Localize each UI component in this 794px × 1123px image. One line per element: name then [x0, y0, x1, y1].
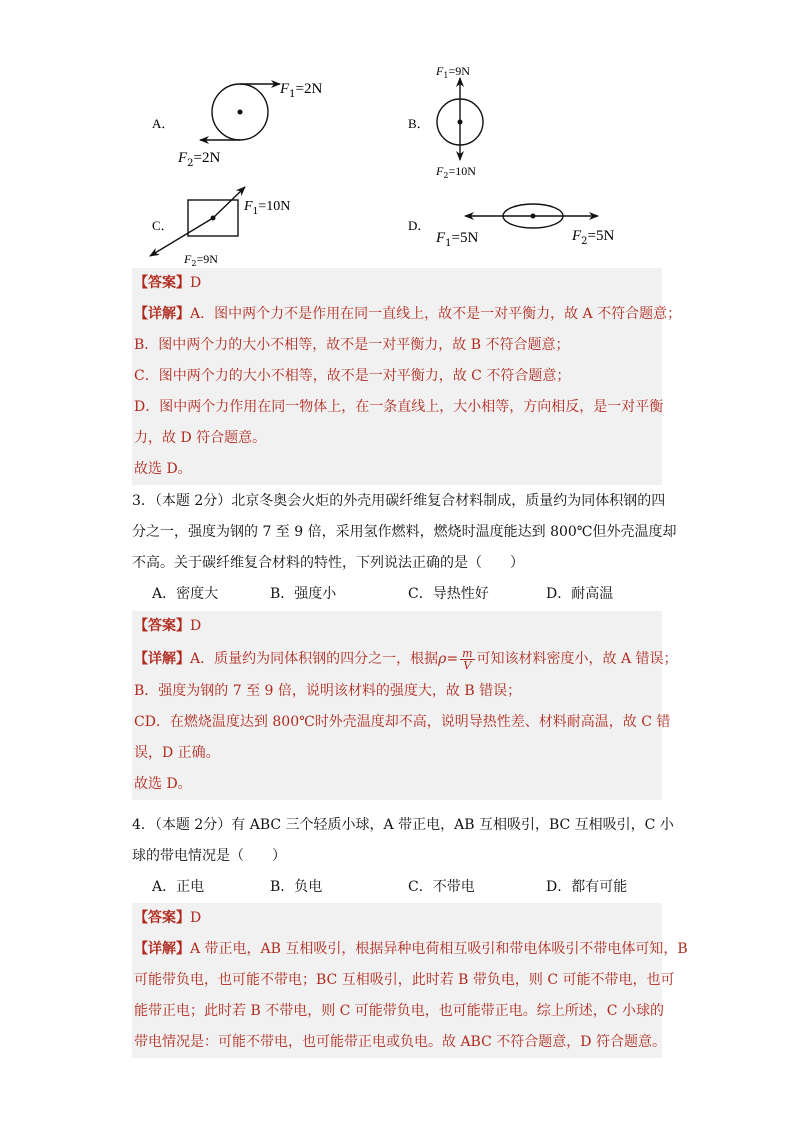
q2-detail-text: A．图中两个力不是作用在同一直线上，故不是一对平衡力，故 A 不符合题意； [190, 306, 682, 322]
q2-detail-line-4: 力，故 D 符合题意。 [134, 430, 267, 446]
q3-answer-line [132, 611, 662, 642]
q4-answer-tag: 【答案】 [134, 910, 190, 926]
force-diagrams-svg [140, 60, 660, 270]
q2-detail-tag: 【详解】 [134, 306, 190, 322]
q4-choice-d: D．都有可能 [546, 879, 628, 895]
diagram-c [150, 187, 290, 268]
diagram-d-label: D． [408, 218, 431, 233]
q3-choice-d: D．耐高温 [546, 586, 614, 602]
q3-answer: D [190, 618, 202, 634]
q3-formula-num: m [462, 646, 473, 660]
q3-stem [132, 486, 677, 610]
diagram-d-f2-text: $F_2=5N$ [572, 228, 615, 247]
diagram-c-f1-arrow [213, 187, 245, 218]
diagram-b-label: B． [408, 116, 430, 131]
q3-stem-line-1: 分之一，强度为钢的 7 至 9 倍，采用氢作燃料，燃烧时温度能达到 800℃但外壳温度却 [132, 524, 677, 540]
diagram-a-f2-text: $F_2=2N$ [178, 150, 221, 169]
q3-detail-line-4: 故选 D。 [134, 776, 192, 792]
q3-formula-eq: = [446, 651, 459, 667]
q2-answer-block [132, 268, 682, 485]
q3-formula-rho: ρ [438, 651, 447, 667]
diagram-a-label: A． [152, 116, 175, 131]
q3-detail-line-2: CD．在燃烧温度达到 800℃时外壳温度却不高，说明导热性差、材料耐高温，故 C 错 [134, 714, 671, 730]
q2-answer-line [132, 268, 662, 299]
diagram-c-f1-text: $F_1=10N$ [244, 199, 291, 217]
q3-detail-pre: A．质量约为同体积钢的四分之一，根据 [190, 651, 439, 667]
diagram-c-label: C． [152, 218, 174, 233]
diagram-c-f2-text: $F_2=9N$ [184, 252, 218, 268]
diagram-d [408, 204, 615, 249]
q4-stem [132, 810, 674, 903]
q3-detail-line-1: B．强度为钢的 7 至 9 倍，说明该材料的强度大，故 B 错误； [134, 683, 522, 699]
q3-choice-a: A．密度大 [152, 586, 219, 602]
q4-detail-tag: 【详解】 [134, 941, 190, 957]
q3-choice-b: B．强度小 [270, 586, 337, 602]
q3-detail-tag: 【详解】 [134, 651, 190, 667]
q3-formula-fraction [460, 648, 474, 671]
q4-answer-line [132, 903, 662, 934]
q3-stem-line-0: 3．（本题 2分）北京冬奥会火炬的外壳用碳纤维复合材料制成，质量约为同体积钢的四 [132, 493, 666, 509]
diagram-b [408, 64, 483, 180]
q4-choices [132, 872, 666, 903]
q2-detail-line-0 [132, 299, 682, 330]
q2-detail-line-2: C．图中两个力的大小不相等，故不是一对平衡力，故 C 不符合题意； [134, 368, 571, 384]
q4-detail-line-0 [132, 934, 688, 965]
q4-choice-c: C．不带电 [408, 879, 475, 895]
diagram-a [152, 81, 323, 169]
diagram-a-f1-text: $F_1=2N$ [280, 81, 323, 100]
q4-answer-block [132, 903, 688, 1058]
diagram-b-f1-text: $F_1=9N$ [436, 64, 470, 80]
q3-detail-line-3: 误，D 正确。 [134, 745, 220, 761]
q3-choices [132, 579, 666, 610]
q2-detail-line-5: 故选 D。 [134, 461, 192, 477]
q4-stem-line-1: 球的带电情况是（ ） [132, 848, 286, 864]
q3-detail-line-0 [132, 642, 678, 676]
q3-answer-tag: 【答案】 [134, 618, 190, 634]
q4-detail-line-2: 能带正电；此时若 B 不带电，则 C 可能带负电，也可能带正电。综上所述，C 小球的 [134, 1003, 664, 1019]
q4-answer: D [190, 910, 202, 926]
q2-detail-line-3: D．图中两个力作用在同一物体上，在一条直线上，大小相等，方向相反，是一对平衡 [134, 399, 664, 415]
q2-answer-tag: 【答案】 [134, 275, 190, 291]
q2-answer: D [190, 275, 202, 291]
q3-answer-block [132, 611, 678, 800]
q4-choice-a: A．正电 [152, 879, 205, 895]
diagram-d-f1-text: $F_1=5N$ [436, 230, 479, 249]
q4-choice-b: B．负电 [270, 879, 323, 895]
q4-detail-line-1: 可能带负电，也可能不带电；BC 互相吸引，此时若 B 带负电，则 C 可能不带电，也可 [134, 972, 675, 988]
q4-stem-line-0: 4．（本题 2分）有 ABC 三个轻质小球，A 带正电，AB 互相吸引，BC 互相吸引，C 小 [132, 817, 674, 833]
q4-detail-first: A 带正电，AB 互相吸引，根据异种电荷相互吸引和带电体吸引不带电体可知，B [190, 941, 688, 957]
diagram-b-f2-text: $F_2=10N$ [436, 164, 476, 180]
q3-detail-post: 可知该材料密度小，故 A 错误； [476, 651, 678, 667]
q3-formula-den: V [463, 658, 472, 672]
q4-detail-line-3: 带电情况是：可能不带电，也可能带正电或负电。故 ABC 不符合题意，D 符合题意。 [134, 1034, 666, 1050]
q2-detail-line-1: B．图中两个力的大小不相等，故不是一对平衡力，故 B 不符合题意； [134, 337, 570, 353]
force-diagrams [140, 60, 660, 270]
q3-choice-c: C．导热性好 [408, 586, 489, 602]
diagram-a-center [238, 110, 243, 115]
q3-stem-line-2: 不高。关于碳纤维复合材料的特性，下列说法正确的是（ ） [132, 555, 524, 571]
